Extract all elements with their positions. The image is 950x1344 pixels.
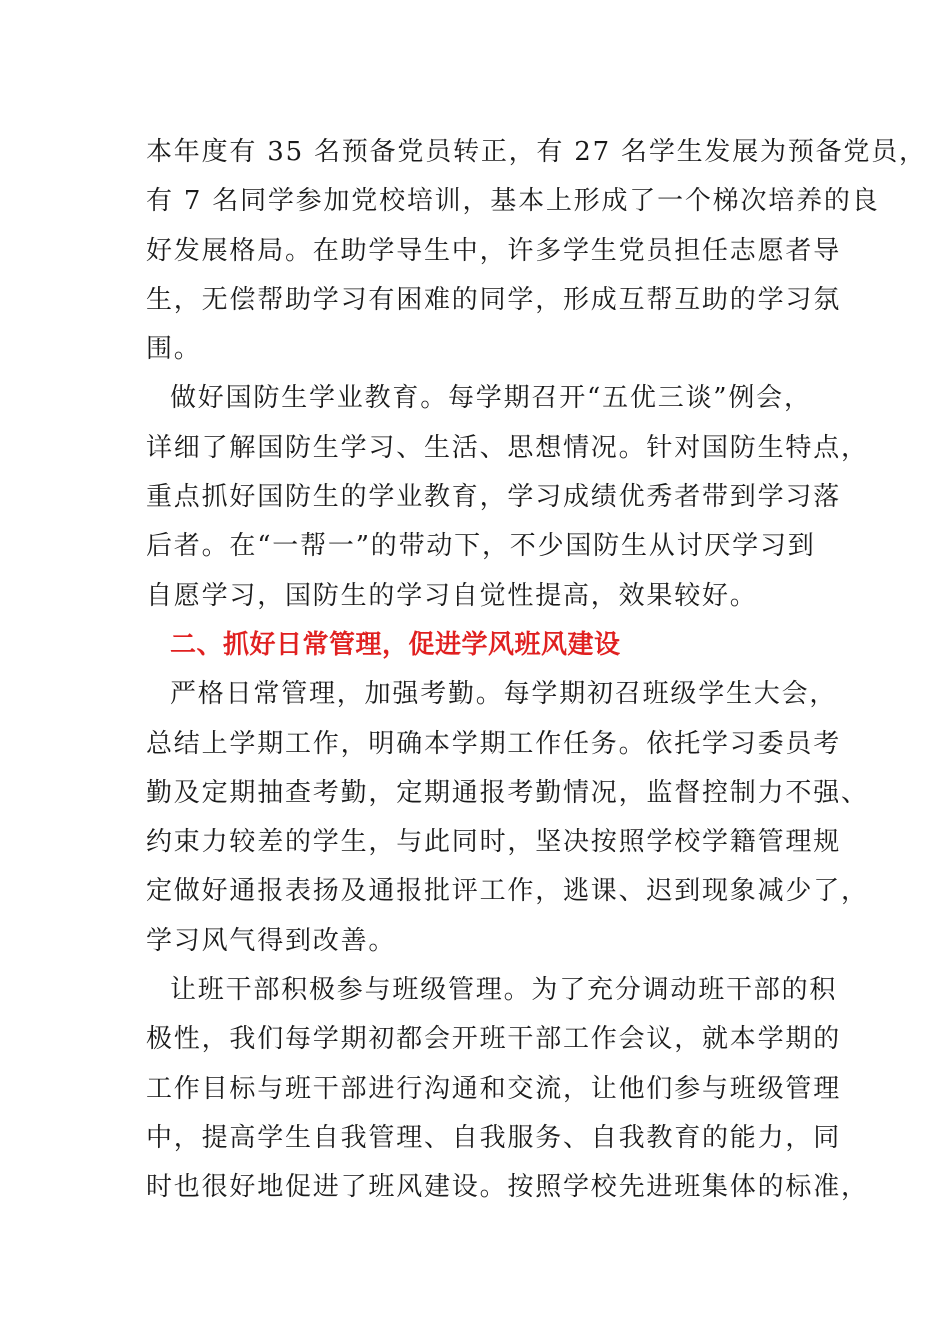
text-line: 围。 <box>146 334 202 365</box>
paragraph-class-cadres <box>146 966 869 1212</box>
text-line: 工作目标与班干部进行沟通和交流，让他们参与班级管理 <box>146 1073 842 1104</box>
text-line: 学习风气得到改善。 <box>146 925 397 956</box>
text-line: 定做好通报表扬及通报批评工作，逃课、迟到现象减少了， <box>146 876 869 907</box>
section-heading: 二、抓好日常管理，促进学风班风建设 <box>170 629 621 660</box>
paragraph-daily-management <box>146 670 869 966</box>
text-line: 总结上学期工作，明确本学期工作任务。依托学习委员考 <box>146 728 842 759</box>
text-line: 重点抓好国防生的学业教育，学习成绩优秀者带到学习落 <box>146 482 842 513</box>
text-line: 约束力较差的学生，与此同时，坚决按照学校学籍管理规 <box>146 827 842 858</box>
text-line: 让班干部积极参与班级管理。为了充分调动班干部的积 <box>170 975 838 1006</box>
text-line: 勤及定期抽查考勤，定期通报考勤情况，监督控制力不强、 <box>146 777 869 808</box>
text-line: 极性，我们每学期初都会开班干部工作会议，就本学期的 <box>146 1024 842 1055</box>
text-line: 做好国防生学业教育。每学期召开“五优三谈”例会， <box>170 383 812 414</box>
text-line: 本年度有 35 名预备党员转正，有 27 名学生发展为预备党员， <box>146 137 927 167</box>
paragraph-national-defense-education <box>146 374 869 620</box>
document-body <box>146 128 927 1213</box>
text-line: 严格日常管理，加强考勤。每学期初召班级学生大会， <box>170 679 838 710</box>
text-line: 时也很好地促进了班风建设。按照学校先进班集体的标准， <box>146 1172 869 1203</box>
text-line: 自愿学习，国防生的学习自觉性提高，效果较好。 <box>146 580 758 611</box>
text-line: 详细了解国防生学习、生活、思想情况。针对国防生特点， <box>146 432 869 463</box>
text-line: 有 7 名同学参加党校培训，基本上形成了一个梯次培养的良 <box>146 186 880 217</box>
paragraph-party-development <box>146 128 927 374</box>
text-line: 后者。在“一帮一”的带动下，不少国防生从讨厌学习到 <box>146 531 816 562</box>
text-line: 好发展格局。在助学导生中，许多学生党员担任志愿者导 <box>146 235 842 266</box>
text-line: 中，提高学生自我管理、自我服务、自我教育的能力，同 <box>146 1122 842 1153</box>
text-line: 生，无偿帮助学习有困难的同学，形成互帮互助的学习氛 <box>146 284 842 315</box>
